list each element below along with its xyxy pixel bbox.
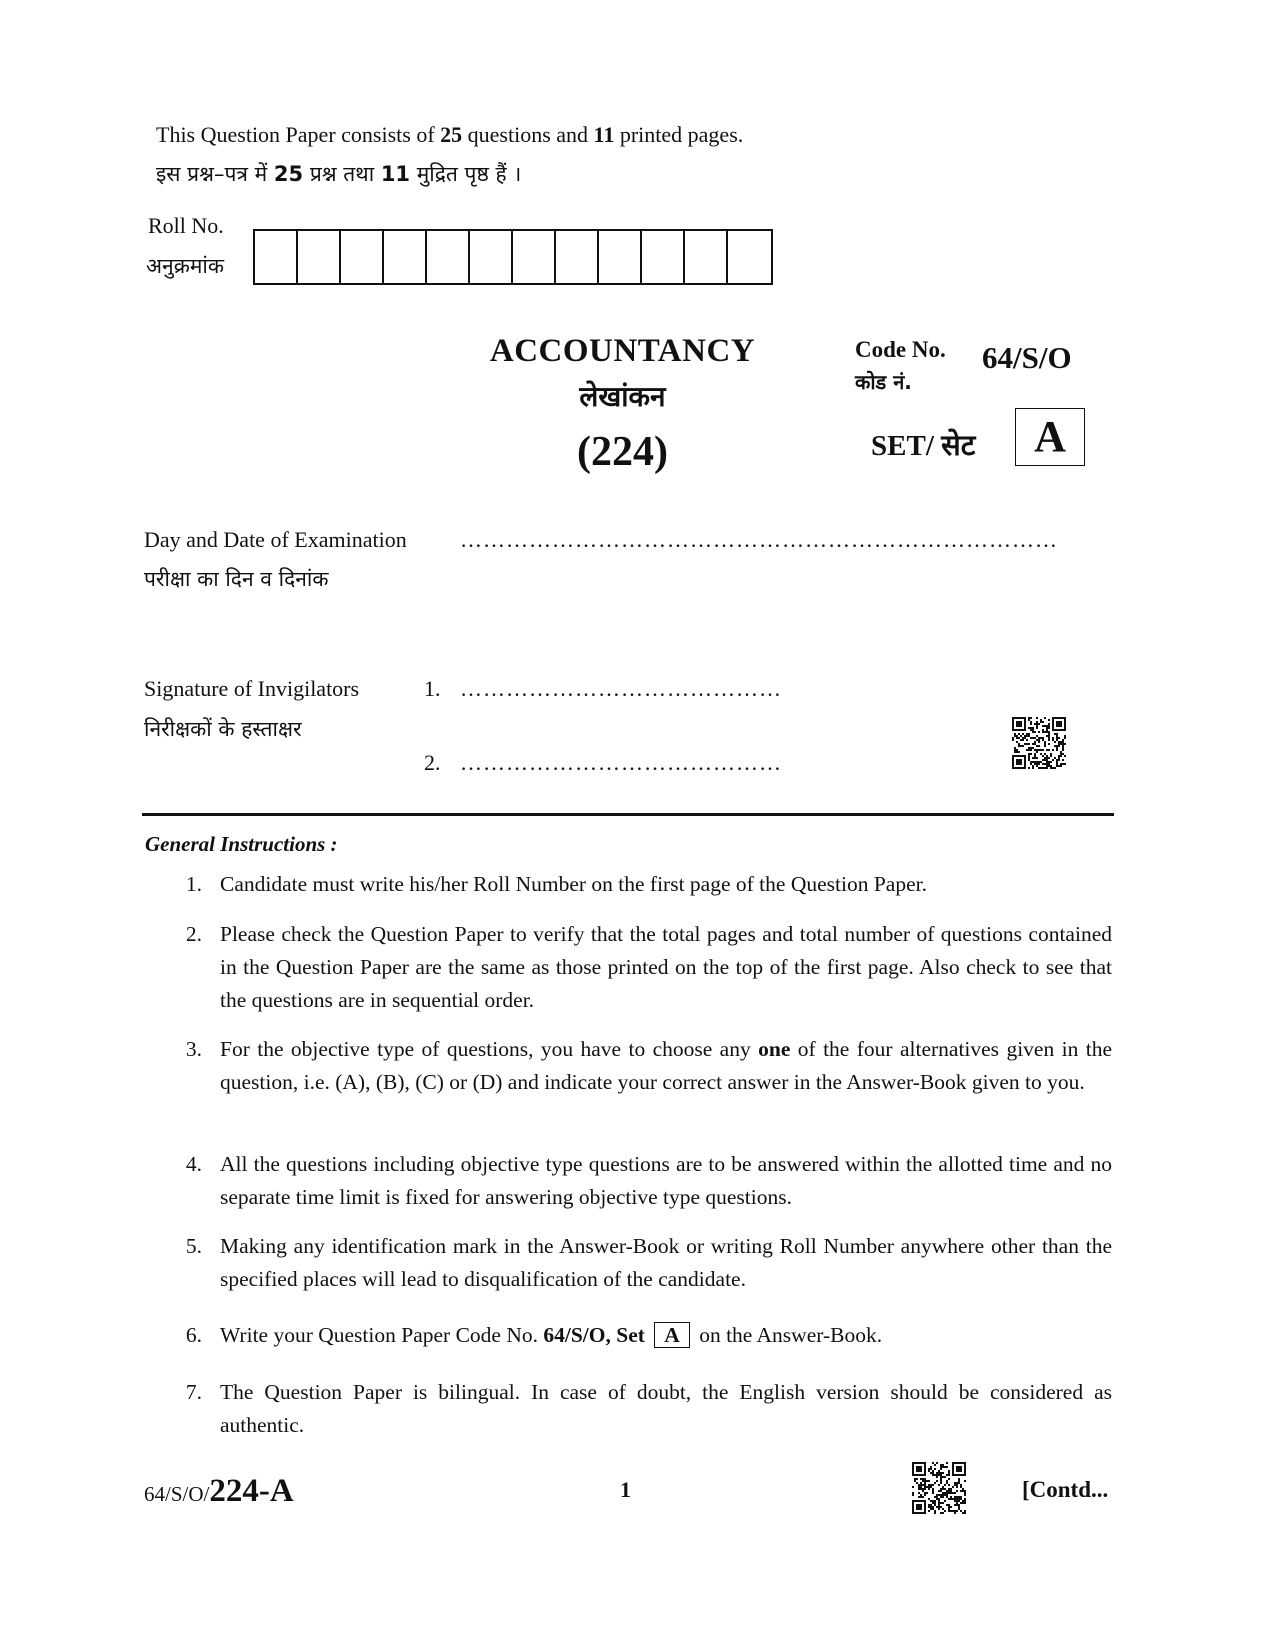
instruction-item — [172, 1033, 1112, 1099]
code-value: 64/S/O — [982, 340, 1072, 375]
set-label-text: SET/ सेट — [871, 430, 976, 462]
roll-number-cell[interactable] — [728, 231, 771, 283]
text-run: of the four alternatives given in the question, i.e. (A), (B), (C) or (D) and indicate your correct answer in the Answer-Book given to you. — [220, 1037, 1112, 1094]
subject-title: ACCOUNTANCY — [489, 333, 756, 369]
invigilator-1-number: 1. — [424, 676, 441, 701]
roll-no-label-hi: अनुक्रमांक — [146, 254, 224, 278]
invigilator-label: Signature of Invigilators — [144, 676, 360, 701]
set-label — [871, 425, 975, 464]
info-text-hi: मुद्रित पृष्ठ हैं । — [410, 162, 522, 186]
instruction-text — [220, 1319, 1112, 1352]
instruction-number: 1. — [185, 872, 202, 896]
invigilator-1-signature-field[interactable]: …………………………………… — [460, 676, 782, 701]
roll-number-cell[interactable] — [470, 231, 513, 283]
text-run: For the objective type of questions, you have to choose any — [220, 1037, 759, 1061]
info-text: printed pages. — [614, 122, 744, 147]
emphasis: one — [758, 1037, 791, 1061]
instruction-text: Making any identification mark in the Answer-Book or writing Roll Number anywhere other than the specified places will lead to disqualification of the candidate. — [220, 1234, 1112, 1291]
roll-number-cell[interactable] — [384, 231, 427, 283]
instruction-number: 4. — [185, 1152, 202, 1176]
instruction-item — [172, 868, 1112, 901]
instruction-item — [172, 1148, 1112, 1214]
info-text-hi: इस प्रश्न–पत्र में — [156, 162, 274, 186]
exam-date-label: Day and Date of Examination — [144, 527, 407, 552]
roll-number-cell[interactable] — [341, 231, 384, 283]
page-number: 1 — [620, 1477, 631, 1502]
roll-number-boxes[interactable] — [253, 229, 773, 285]
exam-date-label-hi: परीक्षा का दिन व दिनांक — [144, 567, 329, 591]
invigilator-2-number: 2. — [424, 750, 441, 775]
roll-number-cell[interactable] — [255, 231, 298, 283]
continued-label: [Contd... — [1022, 1477, 1109, 1502]
instruction-number: 6. — [185, 1323, 202, 1347]
paper-info-en — [156, 122, 743, 148]
instruction-number: 2. — [185, 922, 202, 946]
instructions-heading: General Instructions : — [145, 832, 338, 856]
paper-info-hi — [156, 160, 521, 188]
roll-number-cell[interactable] — [642, 231, 685, 283]
roll-number-cell[interactable] — [685, 231, 728, 283]
qr-code-icon — [912, 1462, 966, 1514]
roll-number-cell[interactable] — [513, 231, 556, 283]
instruction-item — [172, 918, 1112, 1017]
instruction-text: The Question Paper is bilingual. In case of doubt, the English version should be considered as authentic. — [220, 1380, 1112, 1437]
page-count-hi: 11 — [380, 162, 411, 186]
footer-code-prefix: 64/S/O/ — [144, 1482, 210, 1506]
roll-number-cell[interactable] — [556, 231, 599, 283]
instruction-number: 7. — [185, 1380, 202, 1404]
roll-number-cell[interactable] — [427, 231, 470, 283]
instruction-item — [172, 1376, 1112, 1442]
question-count-hi: 25 — [273, 162, 304, 186]
page-count: 11 — [593, 122, 615, 147]
text-run: on the Answer-Book. — [693, 1323, 883, 1347]
info-text: questions and — [462, 122, 594, 147]
text-run: Write your Question Paper Code No. — [220, 1323, 544, 1347]
instruction-number: 3. — [185, 1037, 202, 1061]
invigilator-2-signature-field[interactable]: …………………………………… — [460, 750, 782, 775]
qr-code-icon — [1012, 717, 1066, 769]
paper-code-set: 64/S/O, Set — [543, 1323, 645, 1347]
footer-code — [144, 1473, 294, 1510]
instruction-text: Candidate must write his/her Roll Number on the first page of the Question Paper. — [220, 872, 927, 896]
roll-number-cell[interactable] — [599, 231, 642, 283]
subject-title-hi: लेखांकन — [579, 380, 666, 413]
info-text: This Question Paper consists of — [156, 122, 441, 147]
footer-code-bold: 224-A — [209, 1473, 294, 1509]
set-box: A — [1015, 408, 1085, 466]
section-divider — [142, 813, 1114, 816]
roll-no-label: Roll No. — [148, 213, 224, 238]
instruction-text — [220, 1033, 1112, 1099]
instruction-text: Please check the Question Paper to verify that the total pages and total number of questions contained in the Question Paper are the same as those printed on the top of the first page. Also check to see that the questions are in sequential order. — [220, 922, 1112, 1012]
info-text-hi: प्रश्न तथा — [303, 162, 381, 186]
invigilator-label-hi: निरीक्षकों के हस्ताक्षर — [144, 717, 302, 741]
set-inline-box: A — [654, 1322, 690, 1348]
question-count: 25 — [440, 122, 463, 147]
exam-date-field[interactable]: …………………………………………………………………… — [460, 527, 1058, 552]
code-label-hi: कोड नं. — [855, 370, 912, 394]
instruction-item — [172, 1319, 1112, 1352]
instruction-text: All the questions including objective type questions are to be answered within the allotted time and no separate time limit is fixed for answering objective type questions. — [220, 1152, 1112, 1209]
subject-code: (224) — [577, 429, 668, 475]
instruction-number: 5. — [185, 1234, 202, 1258]
code-label: Code No. — [855, 337, 946, 362]
instruction-item — [172, 1230, 1112, 1296]
roll-number-cell[interactable] — [298, 231, 341, 283]
